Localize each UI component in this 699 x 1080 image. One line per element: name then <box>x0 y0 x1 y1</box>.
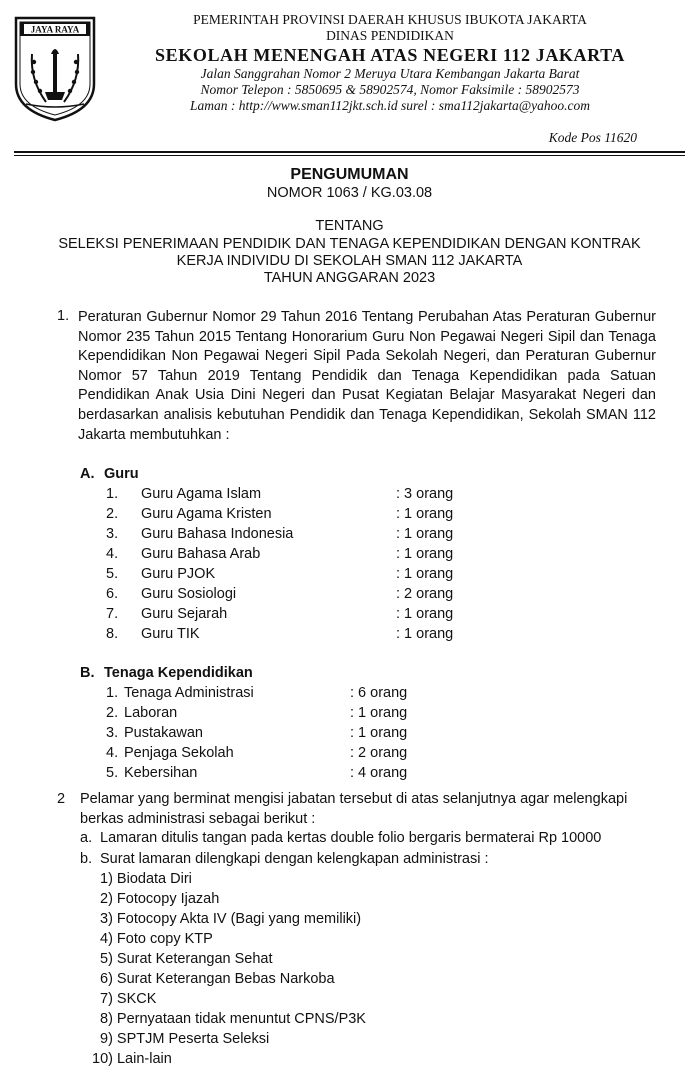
announcement-subject-line-2: KERJA INDIVIDU DI SEKOLAH SMAN 112 JAKARTA <box>176 253 523 269</box>
announcement-subject-line-3: TAHUN ANGGARAN 2023 <box>263 270 436 286</box>
tendik-item-number: 1. <box>106 685 119 701</box>
letterhead-government: PEMERINTAH PROVINSI DAERAH KHUSUS IBUKOTA JAKARTA <box>193 12 587 27</box>
letterhead-rule-thick <box>14 151 685 153</box>
announcement-about: TENTANG <box>315 218 384 234</box>
item-2a-text: Lamaran ditulis tangan pada kertas double folio bergaris bermaterai Rp 10000 <box>100 830 602 846</box>
guru-item-name: Guru TIK <box>141 626 200 642</box>
guru-item-number: 5. <box>106 566 119 582</box>
section-a-label: A. <box>80 466 95 482</box>
guru-item-number: 7. <box>106 606 119 622</box>
announcement-number: NOMOR 1063 / KG.03.08 <box>266 185 433 201</box>
guru-item-quantity: : 1 orang <box>396 606 454 622</box>
announcement-subject-line-1: SELEKSI PENERIMAAN PENDIDIK DAN TENAGA KEPENDIDIKAN DENGAN KONTRAK <box>58 236 641 252</box>
guru-item-name: Guru Bahasa Arab <box>141 546 261 562</box>
logo-lettering: JAYA RAYA <box>30 24 80 35</box>
guru-item-quantity: : 1 orang <box>396 546 454 562</box>
letterhead-phone: Nomor Telepon : 5850695 & 58902574, Nomor Faksimile : 58902573 <box>200 82 580 97</box>
jakarta-emblem-logo <box>12 14 98 124</box>
tendik-item-name: Pustakawan <box>124 725 203 741</box>
postal-code: Kode Pos 11620 <box>548 130 637 145</box>
tendik-item-name: Kebersihan <box>124 765 198 781</box>
document-requirement: 2) Fotocopy Ijazah <box>100 891 220 907</box>
tendik-item-number: 3. <box>106 725 119 741</box>
document-requirement: 9) SPTJM Peserta Seleksi <box>100 1031 270 1047</box>
tendik-item-quantity: : 1 orang <box>350 705 408 721</box>
document-requirement: 6) Surat Keterangan Bebas Narkoba <box>100 971 335 987</box>
document-requirement: 1) Biodata Diri <box>100 871 192 887</box>
guru-item-quantity: : 1 orang <box>396 526 454 542</box>
guru-item-quantity: : 1 orang <box>396 626 454 642</box>
document-requirement: 5) Surat Keterangan Sehat <box>100 951 273 967</box>
item-2b-text: Surat lamaran dilengkapi dengan kelengkapan administrasi : <box>100 851 489 867</box>
guru-item-number: 4. <box>106 546 119 562</box>
document-requirement: 4) Foto copy KTP <box>100 931 213 947</box>
section-b-label: B. <box>80 665 95 681</box>
section-a-heading: Guru <box>104 466 139 482</box>
guru-item-name: Guru Agama Islam <box>141 486 262 502</box>
letterhead-rule-thin <box>14 155 685 156</box>
tendik-item-number: 4. <box>106 745 119 761</box>
item-2-number: 2 <box>57 791 66 807</box>
guru-item-quantity: : 2 orang <box>396 586 454 602</box>
document-requirement: 8) Pernyataan tidak menuntut CPNS/P3K <box>100 1011 366 1027</box>
section-b-heading: Tenaga Kependidikan <box>104 665 253 681</box>
announcement-title: PENGUMUMAN <box>290 166 409 183</box>
letterhead-department: DINAS PENDIDIKAN <box>326 28 454 43</box>
guru-item-name: Guru Agama Kristen <box>141 506 272 522</box>
guru-item-number: 1. <box>106 486 119 502</box>
tendik-item-number: 2. <box>106 705 119 721</box>
letterhead-web-email: Laman : http://www.sman112jkt.sch.id surel : sma112jakarta@yahoo.com <box>189 98 591 113</box>
item-1-paragraph: Peraturan Gubernur Nomor 29 Tahun 2016 Tentang Perubahan Atas Peraturan Gubernur Nomor 235 Tahun 2015 Tentang Honorarium Guru Non Pegawai Negeri Sipil dan Tenaga Kependidikan Non Pegawai Negeri Sipil Pada Sekolah Negeri, dan Peraturan Gubernur Nomor 57 Tahun 2019 Tentang Pendidik dan Tenaga Kependidikan pada Satuan Pendidikan Anak Usia Dini Negeri dan Pusat Kegiatan Belajar Masyarakat Negeri dan berdasarkan analisis kebutuhan Pendidik dan Tenaga Kependidikan, Sekolah SMAN 112 Jakarta membutuhkan : <box>78 309 656 443</box>
guru-item-name: Guru Sejarah <box>141 606 228 622</box>
tendik-item-quantity: : 1 orang <box>350 725 408 741</box>
tendik-item-quantity: : 6 orang <box>350 685 408 701</box>
guru-item-quantity: : 1 orang <box>396 506 454 522</box>
item-1-number: 1. <box>57 308 70 324</box>
guru-item-number: 8. <box>106 626 119 642</box>
document-requirement: 7) SKCK <box>100 991 157 1007</box>
item-2a-label: a. <box>80 830 93 846</box>
document-requirement: 3) Fotocopy Akta IV (Bagi yang memiliki) <box>100 911 362 927</box>
guru-item-name: Guru Bahasa Indonesia <box>141 526 294 542</box>
letterhead-school-name: SEKOLAH MENENGAH ATAS NEGERI 112 JAKARTA <box>155 45 625 65</box>
guru-item-name: Guru PJOK <box>141 566 216 582</box>
tendik-item-name: Laboran <box>124 705 178 721</box>
guru-item-number: 3. <box>106 526 119 542</box>
tendik-item-name: Tenaga Administrasi <box>124 685 254 701</box>
tendik-item-name: Penjaga Sekolah <box>124 745 234 761</box>
tendik-item-quantity: : 2 orang <box>350 745 408 761</box>
document-requirement: 10) Lain-lain <box>92 1051 172 1067</box>
guru-item-quantity: : 1 orang <box>396 566 454 582</box>
item-2-line-1: Pelamar yang berminat mengisi jabatan tersebut di atas selanjutnya agar melengkapi <box>80 791 628 807</box>
guru-item-quantity: : 3 orang <box>396 486 454 502</box>
guru-item-name: Guru Sosiologi <box>141 586 237 602</box>
letterhead-address: Jalan Sanggrahan Nomor 2 Meruya Utara Kembangan Jakarta Barat <box>200 66 580 81</box>
tendik-item-quantity: : 4 orang <box>350 765 408 781</box>
guru-item-number: 2. <box>106 506 119 522</box>
guru-item-number: 6. <box>106 586 119 602</box>
tendik-item-number: 5. <box>106 765 119 781</box>
item-2-line-2: berkas administrasi sebagai berikut : <box>80 811 316 827</box>
item-2b-label: b. <box>80 851 93 867</box>
